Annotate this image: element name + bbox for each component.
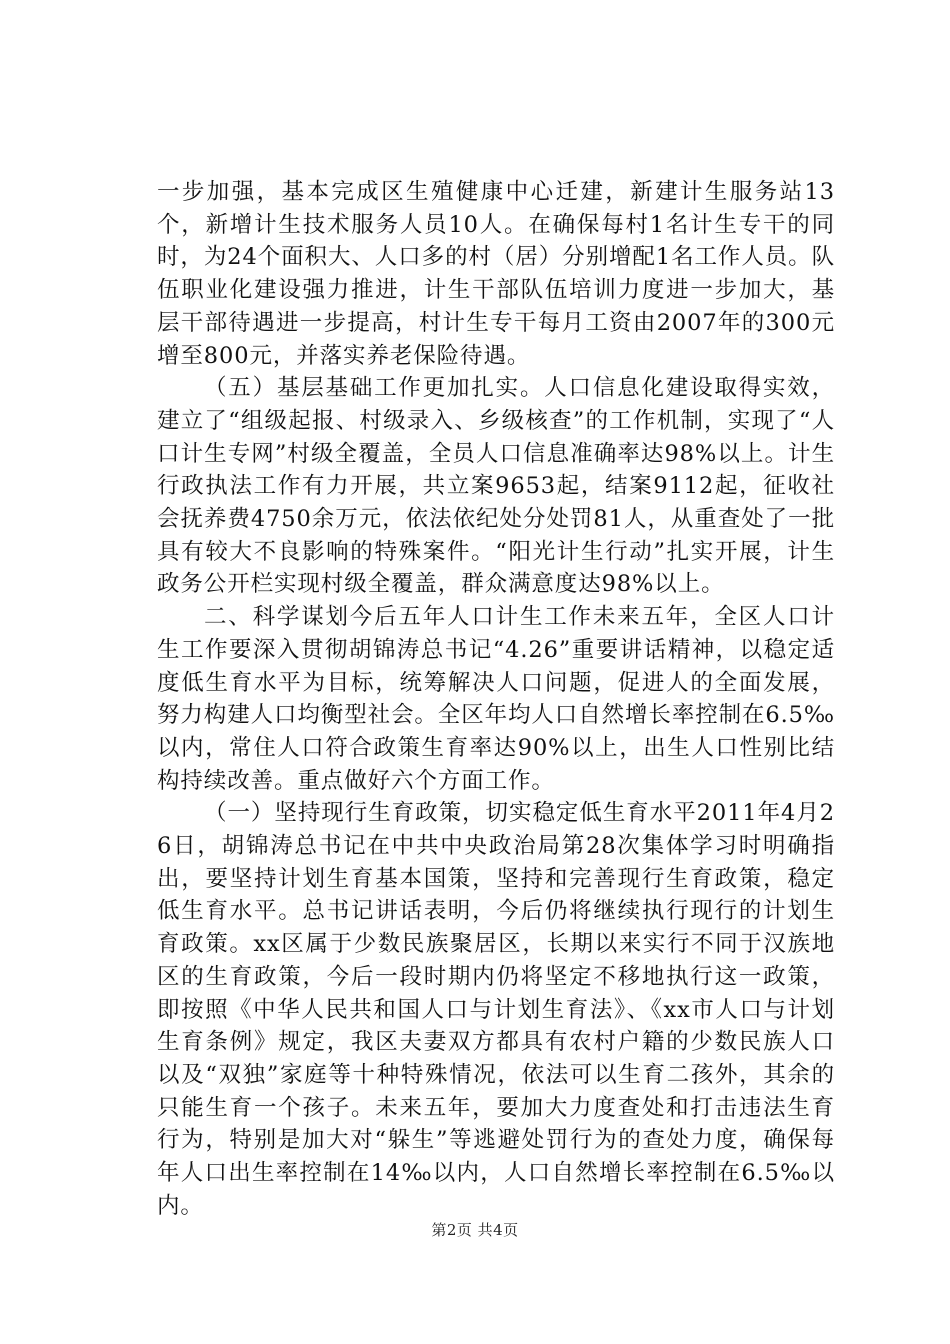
page-footer: 第2页 共4页 [431,1221,519,1239]
paragraph-continuation: 一步加强，基本完成区生殖健康中心迁建，新建计生服务站13个，新增计生技术服务人员10人。在确保每村1名计生专干的同时，为24个面积大、人口多的村（居）分别增配1名工作人员。队伍职业化建设强力推进，计生干部队伍培训力度进一步加大，基层干部待遇进一步提高，村计生专干每月工资由2007年的300元增至800元，并落实养老保险待遇。 [157,179,835,369]
paragraph-section-one: （一）坚持现行生育政策，切实稳定低生育水平2011年4月26日，胡锦涛总书记在中共中央政治局第28次集体学习时明确指出，要坚持计划生育基本国策，坚持和完善现行生育政策，稳定低生育水平。总书记讲话表明，今后仍将继续执行现行的计划生育政策。xx区属于少数民族聚居区，长期以来实行不同于汉族地区的生育政策，今后一段时期内仍将坚定不移地执行这一政策，即按照《中华人民共和国人口与计划生育法》、《xx市人口与计划生育条例》规定，我区夫妻双方都具有农村户籍的少数民族人口以及“双独”家庭等十种特殊情况，依法可以生育二孩外，其余的只能生育一个孩子。未来五年，要加大力度查处和打击违法生育行为，特别是加大对“躲生”等逃避处罚行为的查处力度，确保每年人口出生率控制在14‰以内，人口自然增长率控制在6.5‰以内。 [157,800,835,1219]
paragraph-section-five: （五）基层基础工作更加扎实。人口信息化建设取得实效，建立了“组级起报、村级录入、乡级核查”的工作机制，实现了“人口计生专网”村级全覆盖，全员人口信息准确率达98%以上。计生行政执法工作有力开展，共立案9653起，结案9112起，征收社会抚养费4750余万元，依法依纪处分处罚81人，从重查处了一批具有较大不良影响的特殊案件。“阳光计生行动”扎实开展，计生政务公开栏实现村级全覆盖，群众满意度达98%以上。 [157,375,835,598]
document-body [157,176,835,1223]
paragraph-part-two: 二、科学谋划今后五年人口计生工作未来五年，全区人口计生工作要深入贯彻胡锦涛总书记“4.26”重要讲话精神，以稳定适度低生育水平为目标，统筹解决人口问题，促进人的全面发展，努力构建人口均衡型社会。全区年均人口自然增长率控制在6.5‰以内，常住人口符合政策生育率达90%以上，出生人口性别比结构持续改善。重点做好六个方面工作。 [157,604,835,794]
